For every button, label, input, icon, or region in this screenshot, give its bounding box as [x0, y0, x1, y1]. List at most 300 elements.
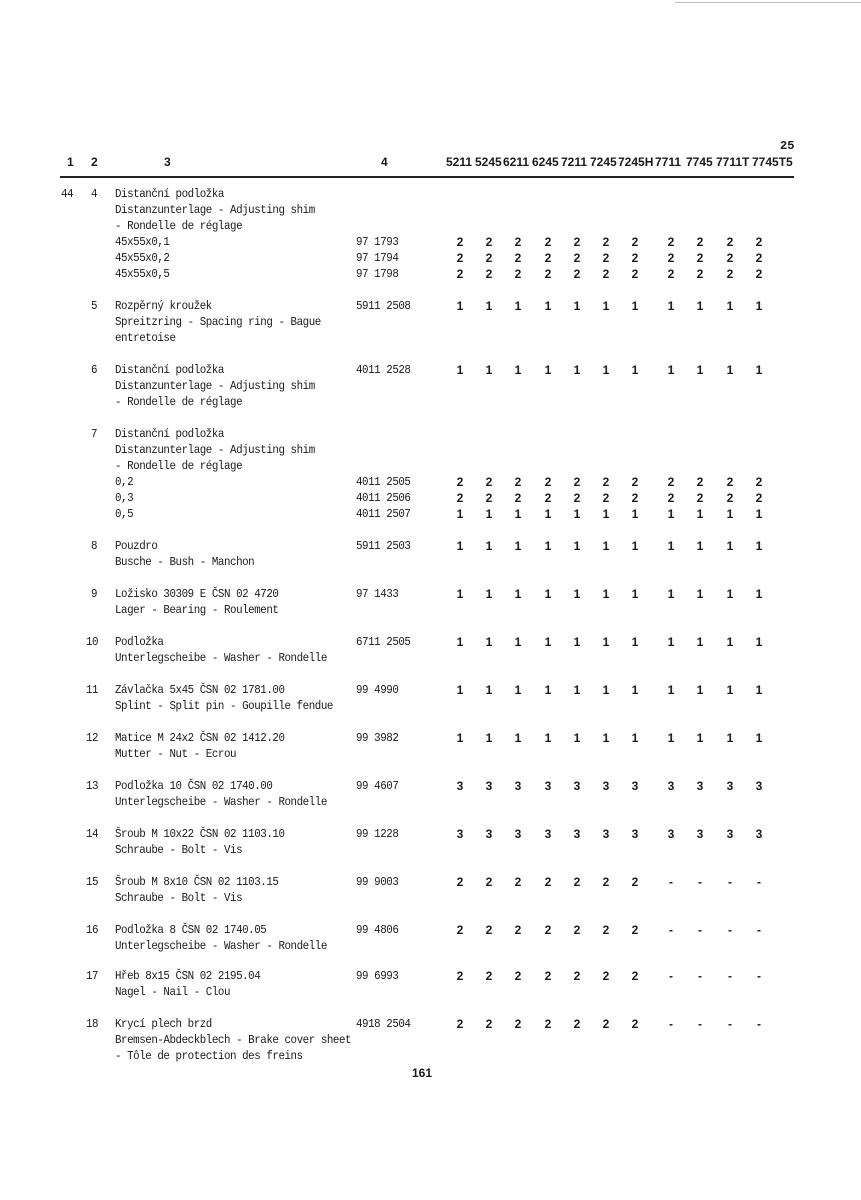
quantity-cell: 1 [573, 635, 581, 649]
header-model-5245: 5245 [475, 155, 502, 169]
quantity-cell: 1 [456, 363, 464, 377]
quantity-cell: - [728, 1017, 732, 1031]
header-col-1: 1 [67, 155, 74, 169]
quantity-cell: 1 [544, 683, 552, 697]
part-description: Schraube - Bolt - Vis [115, 843, 243, 857]
quantity-cell: 3 [514, 779, 522, 793]
quantity-cell: 2 [485, 1017, 493, 1031]
quantity-cell: 1 [631, 731, 639, 745]
quantity-cell: 2 [544, 267, 552, 281]
quantity-cell: 2 [602, 235, 610, 249]
quantity-cell: 2 [514, 267, 522, 281]
part-number: 4918 2504 [356, 1017, 411, 1031]
header-model-7245: 7245 [590, 155, 617, 169]
quantity-cell: 2 [456, 875, 464, 889]
quantity-cell: 1 [602, 635, 610, 649]
quantity-cell: 1 [696, 731, 704, 745]
quantity-cell: - [757, 875, 761, 889]
position-number: 14 [86, 827, 99, 841]
quantity-cell: 1 [485, 683, 493, 697]
quantity-cell: 2 [726, 475, 734, 489]
quantity-cell: 2 [514, 1017, 522, 1031]
quantity-cell: 2 [456, 235, 464, 249]
quantity-cell: 1 [667, 587, 675, 601]
corner-label: 25 [780, 139, 795, 153]
variant-label: 0,5 [115, 507, 134, 521]
part-description: Podložka 10 ČSN 02 1740.00 [115, 779, 273, 793]
part-description: Nagel - Nail - Clou [115, 985, 231, 999]
quantity-cell: 2 [696, 475, 704, 489]
quantity-cell: 2 [696, 491, 704, 505]
quantity-cell: 2 [485, 251, 493, 265]
quantity-cell: 2 [631, 923, 639, 937]
quantity-cell: 2 [573, 923, 581, 937]
quantity-cell: 2 [602, 969, 610, 983]
quantity-cell: 2 [573, 969, 581, 983]
quantity-cell: 1 [631, 635, 639, 649]
quantity-cell: 1 [514, 683, 522, 697]
part-description: Podložka 8 ČSN 02 1740.05 [115, 923, 267, 937]
header-rule [60, 176, 794, 178]
part-description: Šroub M 10x22 ČSN 02 1103.10 [115, 827, 285, 841]
quantity-cell: - [757, 923, 761, 937]
variant-label: 0,3 [115, 491, 134, 505]
part-description: Distanzunterlage - Adjusting shim [115, 379, 315, 393]
quantity-cell: 2 [573, 475, 581, 489]
quantity-cell: 2 [726, 235, 734, 249]
header-model-7245h: 7245H [618, 155, 654, 169]
quantity-cell: 3 [602, 779, 610, 793]
part-description: - Tôle de protection des freins [115, 1049, 303, 1063]
quantity-cell: - [669, 875, 673, 889]
quantity-cell: 1 [514, 539, 522, 553]
quantity-cell: 3 [602, 827, 610, 841]
quantity-cell: - [669, 1017, 673, 1031]
part-description: Distanční podložka [115, 187, 224, 201]
quantity-cell: 1 [755, 539, 763, 553]
part-description: Lager - Bearing - Roulement [115, 603, 279, 617]
quantity-cell: - [728, 923, 732, 937]
header-model-7711: 7711 [655, 155, 682, 169]
part-description: Spreitzring - Spacing ring - Bague [115, 315, 321, 329]
position-number: 11 [86, 683, 99, 697]
position-number: 5 [91, 299, 98, 313]
quantity-cell: 1 [726, 539, 734, 553]
part-description: Ložisko 30309 E ČSN 02 4720 [115, 587, 279, 601]
position-number: 16 [86, 923, 99, 937]
quantity-cell: 1 [755, 731, 763, 745]
quantity-cell: 2 [755, 491, 763, 505]
part-description: Pouzdro [115, 539, 158, 553]
quantity-cell: 1 [631, 299, 639, 313]
quantity-cell: 1 [514, 731, 522, 745]
position-number: 13 [86, 779, 99, 793]
quantity-cell: 1 [755, 683, 763, 697]
part-description: Busche - Bush - Manchon [115, 555, 255, 569]
quantity-cell: 1 [514, 363, 522, 377]
quantity-cell: 2 [602, 491, 610, 505]
quantity-cell: 3 [485, 779, 493, 793]
quantity-cell: 2 [755, 235, 763, 249]
quantity-cell: 2 [544, 923, 552, 937]
quantity-cell: 2 [485, 491, 493, 505]
quantity-cell: 1 [485, 587, 493, 601]
quantity-cell: 3 [456, 779, 464, 793]
quantity-cell: 2 [456, 475, 464, 489]
quantity-cell: 2 [631, 1017, 639, 1031]
quantity-cell: 2 [602, 923, 610, 937]
quantity-cell: 1 [726, 299, 734, 313]
header-col-2: 2 [91, 155, 98, 169]
quantity-cell: 2 [726, 267, 734, 281]
quantity-cell: 2 [544, 491, 552, 505]
part-number: 4011 2507 [356, 507, 411, 521]
header-col-5: 5 [786, 155, 793, 169]
quantity-cell: 3 [456, 827, 464, 841]
quantity-cell: 1 [667, 363, 675, 377]
part-number: 99 4806 [356, 923, 399, 937]
quantity-cell: 2 [602, 1017, 610, 1031]
quantity-cell: 3 [631, 779, 639, 793]
part-description: Krycí plech brzd [115, 1017, 212, 1031]
quantity-cell: 1 [485, 299, 493, 313]
quantity-cell: 2 [602, 251, 610, 265]
quantity-cell: 2 [667, 475, 675, 489]
quantity-cell: - [698, 923, 702, 937]
quantity-cell: 1 [631, 363, 639, 377]
position-number: 12 [86, 731, 99, 745]
quantity-cell: 1 [755, 587, 763, 601]
part-description: Matice M 24x2 ČSN 02 1412.20 [115, 731, 285, 745]
quantity-cell: 2 [485, 235, 493, 249]
quantity-cell: 1 [456, 539, 464, 553]
quantity-cell: 2 [631, 475, 639, 489]
quantity-cell: 2 [667, 235, 675, 249]
quantity-cell: 1 [696, 299, 704, 313]
quantity-cell: - [698, 1017, 702, 1031]
quantity-cell: 1 [514, 507, 522, 521]
header-col-3: 3 [164, 155, 171, 169]
quantity-cell: 2 [456, 1017, 464, 1031]
quantity-cell: 3 [573, 779, 581, 793]
quantity-cell: 1 [485, 539, 493, 553]
quantity-cell: 2 [456, 491, 464, 505]
part-description: Unterlegscheibe - Washer - Rondelle [115, 651, 327, 665]
quantity-cell: - [757, 969, 761, 983]
quantity-cell: 2 [514, 923, 522, 937]
quantity-cell: 2 [602, 875, 610, 889]
header-model-7745: 7745 [686, 155, 713, 169]
quantity-cell: 1 [544, 363, 552, 377]
header-model-6211: 6211 [503, 155, 530, 169]
part-description: Splint - Split pin - Goupille fendue [115, 699, 333, 713]
quantity-cell: 2 [631, 251, 639, 265]
quantity-cell: 2 [573, 875, 581, 889]
part-description: Podložka [115, 635, 164, 649]
quantity-cell: 1 [573, 731, 581, 745]
part-number: 4011 2528 [356, 363, 411, 377]
quantity-cell: 2 [514, 251, 522, 265]
quantity-cell: 1 [514, 587, 522, 601]
quantity-cell: - [728, 875, 732, 889]
quantity-cell: 2 [485, 475, 493, 489]
part-number: 99 9003 [356, 875, 399, 889]
quantity-cell: 1 [667, 299, 675, 313]
quantity-cell: 1 [667, 731, 675, 745]
part-description: Distanzunterlage - Adjusting shim [115, 203, 315, 217]
quantity-cell: 1 [514, 635, 522, 649]
quantity-cell: 2 [755, 475, 763, 489]
quantity-cell: - [757, 1017, 761, 1031]
quantity-cell: 1 [485, 507, 493, 521]
quantity-cell: 2 [456, 267, 464, 281]
quantity-cell: 1 [485, 635, 493, 649]
quantity-cell: 2 [631, 235, 639, 249]
quantity-cell: 2 [573, 251, 581, 265]
quantity-cell: 1 [755, 363, 763, 377]
quantity-cell: - [669, 969, 673, 983]
quantity-cell: 1 [573, 507, 581, 521]
quantity-cell: 1 [602, 363, 610, 377]
quantity-cell: 2 [514, 491, 522, 505]
quantity-cell: 2 [456, 251, 464, 265]
quantity-cell: 2 [485, 875, 493, 889]
quantity-cell: 1 [456, 507, 464, 521]
variant-label: 45x55x0,1 [115, 235, 170, 249]
quantity-cell: 1 [755, 299, 763, 313]
part-description: Unterlegscheibe - Washer - Rondelle [115, 795, 327, 809]
quantity-cell: 3 [696, 779, 704, 793]
quantity-cell: 1 [544, 507, 552, 521]
quantity-cell: 1 [573, 683, 581, 697]
position-number: 9 [91, 587, 98, 601]
quantity-cell: 1 [602, 731, 610, 745]
quantity-cell: - [669, 923, 673, 937]
quantity-cell: 2 [726, 491, 734, 505]
quantity-cell: 3 [573, 827, 581, 841]
part-number: 97 1794 [356, 251, 399, 265]
quantity-cell: - [698, 969, 702, 983]
part-description: entretoise [115, 331, 176, 345]
quantity-cell: 3 [755, 827, 763, 841]
position-number: 6 [91, 363, 98, 377]
quantity-cell: 1 [726, 507, 734, 521]
quantity-cell: 1 [696, 587, 704, 601]
header-model-7211: 7211 [561, 155, 588, 169]
quantity-cell: 1 [726, 731, 734, 745]
quantity-cell: 1 [696, 635, 704, 649]
position-number: 18 [86, 1017, 99, 1031]
quantity-cell: 1 [696, 507, 704, 521]
quantity-cell: 1 [667, 507, 675, 521]
quantity-cell: 1 [544, 539, 552, 553]
variant-label: 45x55x0,5 [115, 267, 170, 281]
quantity-cell: 1 [726, 635, 734, 649]
quantity-cell: 2 [726, 251, 734, 265]
quantity-cell: 2 [485, 923, 493, 937]
part-description: Rozpěrný kroužek [115, 299, 212, 313]
part-description: - Rondelle de réglage [115, 459, 243, 473]
part-number: 97 1798 [356, 267, 399, 281]
quantity-cell: 2 [544, 235, 552, 249]
part-number: 5911 2503 [356, 539, 411, 553]
quantity-cell: 3 [726, 827, 734, 841]
quantity-cell: 3 [696, 827, 704, 841]
quantity-cell: 1 [631, 507, 639, 521]
part-number: 99 6993 [356, 969, 399, 983]
quantity-cell: 2 [456, 969, 464, 983]
quantity-cell: 1 [573, 587, 581, 601]
quantity-cell: 2 [573, 267, 581, 281]
quantity-cell: 2 [514, 969, 522, 983]
position-number: 4 [91, 187, 98, 201]
header-model-6245: 6245 [532, 155, 559, 169]
quantity-cell: 1 [544, 635, 552, 649]
quantity-cell: 1 [485, 731, 493, 745]
quantity-cell: 2 [544, 875, 552, 889]
quantity-cell: 1 [755, 635, 763, 649]
quantity-cell: 1 [514, 299, 522, 313]
quantity-cell: 3 [514, 827, 522, 841]
quantity-cell: 1 [726, 683, 734, 697]
quantity-cell: 3 [544, 827, 552, 841]
quantity-cell: 1 [485, 363, 493, 377]
figure-number: 44 [61, 187, 74, 201]
quantity-cell: 1 [573, 539, 581, 553]
quantity-cell: 1 [456, 731, 464, 745]
quantity-cell: 2 [755, 267, 763, 281]
quantity-cell: 1 [755, 507, 763, 521]
part-number: 6711 2505 [356, 635, 411, 649]
quantity-cell: 1 [602, 587, 610, 601]
quantity-cell: - [698, 875, 702, 889]
part-description: Šroub M 8x10 ČSN 02 1103.15 [115, 875, 279, 889]
quantity-cell: 2 [573, 235, 581, 249]
quantity-cell: 1 [602, 507, 610, 521]
quantity-cell: 3 [631, 827, 639, 841]
quantity-cell: 2 [544, 251, 552, 265]
scan-edge-line [675, 2, 861, 3]
quantity-cell: 2 [544, 969, 552, 983]
quantity-cell: 2 [631, 875, 639, 889]
part-number: 5911 2508 [356, 299, 411, 313]
part-description: - Rondelle de réglage [115, 395, 243, 409]
quantity-cell: 1 [544, 587, 552, 601]
position-number: 8 [91, 539, 98, 553]
quantity-cell: 2 [573, 1017, 581, 1031]
header-model-7711t: 7711T [716, 155, 750, 169]
quantity-cell: - [728, 969, 732, 983]
quantity-cell: 2 [631, 491, 639, 505]
quantity-cell: 2 [573, 491, 581, 505]
quantity-cell: 1 [696, 363, 704, 377]
page-number: 161 [412, 1066, 433, 1080]
quantity-cell: 2 [667, 267, 675, 281]
quantity-cell: 3 [485, 827, 493, 841]
quantity-cell: 1 [667, 539, 675, 553]
position-number: 10 [86, 635, 99, 649]
part-description: Distanzunterlage - Adjusting shim [115, 443, 315, 457]
quantity-cell: 1 [631, 587, 639, 601]
part-number: 4011 2506 [356, 491, 411, 505]
quantity-cell: 2 [631, 267, 639, 281]
quantity-cell: 2 [514, 475, 522, 489]
quantity-cell: 1 [602, 683, 610, 697]
position-number: 17 [86, 969, 99, 983]
variant-label: 45x55x0,2 [115, 251, 170, 265]
part-description: Distanční podložka [115, 363, 224, 377]
quantity-cell: 2 [514, 235, 522, 249]
quantity-cell: 1 [456, 683, 464, 697]
position-number: 7 [91, 427, 98, 441]
quantity-cell: 2 [544, 475, 552, 489]
quantity-cell: 3 [667, 779, 675, 793]
quantity-cell: 3 [667, 827, 675, 841]
quantity-cell: 2 [696, 251, 704, 265]
quantity-cell: 1 [726, 363, 734, 377]
quantity-cell: 1 [573, 299, 581, 313]
quantity-cell: 2 [544, 1017, 552, 1031]
part-number: 97 1793 [356, 235, 399, 249]
quantity-cell: 1 [631, 539, 639, 553]
header-model-7745t: 7745T [752, 155, 787, 169]
part-description: Hřeb 8x15 ČSN 02 2195.04 [115, 969, 261, 983]
quantity-cell: 1 [573, 363, 581, 377]
quantity-cell: 1 [696, 683, 704, 697]
quantity-cell: 2 [485, 267, 493, 281]
part-number: 99 1228 [356, 827, 399, 841]
part-description: Schraube - Bolt - Vis [115, 891, 243, 905]
quantity-cell: 1 [456, 299, 464, 313]
quantity-cell: 3 [755, 779, 763, 793]
quantity-cell: 1 [602, 299, 610, 313]
quantity-cell: 1 [667, 683, 675, 697]
part-number: 99 3982 [356, 731, 399, 745]
variant-label: 0,2 [115, 475, 134, 489]
quantity-cell: 1 [631, 683, 639, 697]
quantity-cell: 2 [602, 475, 610, 489]
part-description: Bremsen-Abdeckblech - Brake cover sheet [115, 1033, 352, 1047]
part-number: 97 1433 [356, 587, 399, 601]
quantity-cell: 2 [631, 969, 639, 983]
part-number: 99 4607 [356, 779, 399, 793]
part-description: Distanční podložka [115, 427, 224, 441]
part-description: Unterlegscheibe - Washer - Rondelle [115, 939, 327, 953]
quantity-cell: 2 [667, 491, 675, 505]
quantity-cell: 3 [544, 779, 552, 793]
part-description: Mutter - Nut - Ecrou [115, 747, 237, 761]
part-description: Závlačka 5x45 ČSN 02 1781.00 [115, 683, 285, 697]
quantity-cell: 2 [514, 875, 522, 889]
quantity-cell: 2 [485, 969, 493, 983]
quantity-cell: 3 [726, 779, 734, 793]
quantity-cell: 2 [667, 251, 675, 265]
quantity-cell: 1 [456, 635, 464, 649]
quantity-cell: 1 [544, 731, 552, 745]
part-number: 4011 2505 [356, 475, 411, 489]
quantity-cell: 1 [726, 587, 734, 601]
quantity-cell: 1 [544, 299, 552, 313]
quantity-cell: 1 [696, 539, 704, 553]
quantity-cell: 1 [667, 635, 675, 649]
quantity-cell: 2 [755, 251, 763, 265]
quantity-cell: 1 [456, 587, 464, 601]
quantity-cell: 2 [696, 267, 704, 281]
quantity-cell: 2 [602, 267, 610, 281]
quantity-cell: 2 [456, 923, 464, 937]
quantity-cell: 2 [696, 235, 704, 249]
position-number: 15 [86, 875, 99, 889]
